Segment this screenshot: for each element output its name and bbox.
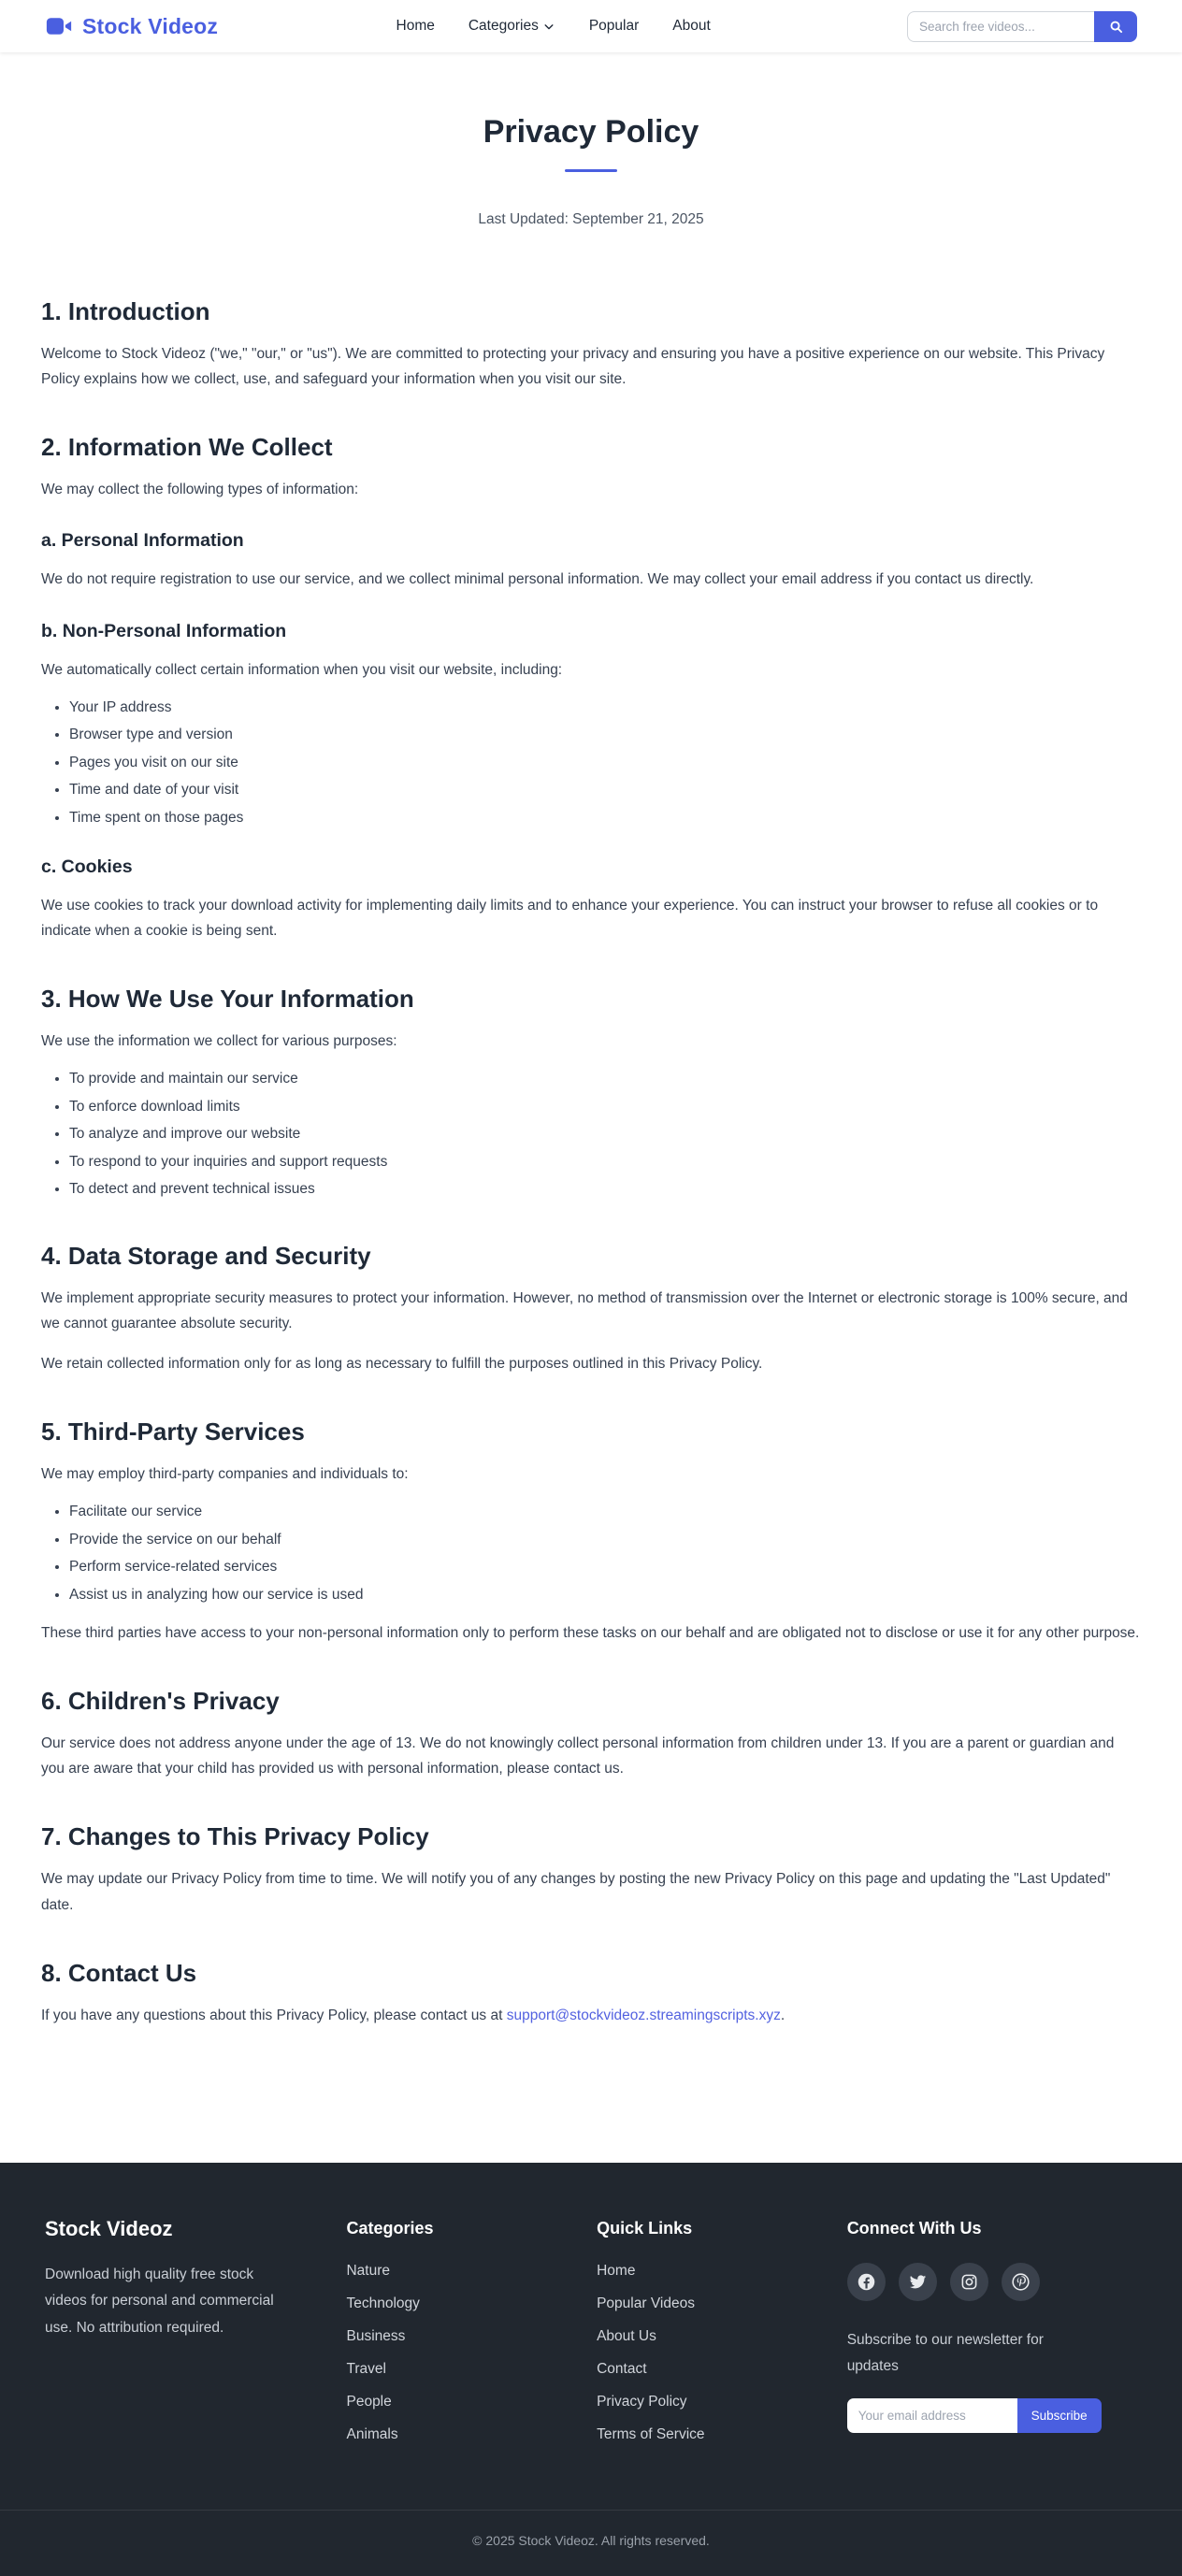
search-icon bbox=[1109, 20, 1123, 34]
footer-link-privacy-policy[interactable]: Privacy Policy bbox=[597, 2393, 687, 2410]
video-camera-icon bbox=[45, 12, 73, 40]
footer-link-contact[interactable]: Contact bbox=[597, 2360, 647, 2377]
footer-quicklinks-column bbox=[597, 2217, 802, 2459]
nav-item-label: About bbox=[672, 18, 711, 34]
footer-category-travel[interactable]: Travel bbox=[346, 2360, 386, 2377]
bullet-list bbox=[41, 698, 1141, 828]
section-heading: 2. Information We Collect bbox=[41, 433, 333, 462]
list-item: • Time spent on those pages bbox=[69, 808, 1141, 828]
bullet-list bbox=[41, 1502, 1141, 1605]
nav-item-popular[interactable] bbox=[589, 18, 639, 35]
list-item: • Facilitate our service bbox=[69, 1502, 1141, 1522]
paragraph: We implement appropriate security measures to protect your information. However, no method of transmission over the Internet or electronic storage is 100% secure, and we cannot guarantee absolute security. bbox=[41, 1289, 1128, 1331]
footer bbox=[0, 2163, 1182, 2576]
nav-item-label: Home bbox=[396, 18, 435, 34]
nav-item-about[interactable] bbox=[672, 18, 711, 35]
section-heading: 5. Third-Party Services bbox=[41, 1418, 305, 1446]
footer-category-nature[interactable]: Nature bbox=[346, 2262, 391, 2279]
footer-quicklinks-list bbox=[597, 2263, 802, 2443]
search-button[interactable] bbox=[1094, 11, 1137, 42]
paragraph: We retain collected information only for as long as necessary to fulfill the purposes outlined in this Privacy Policy. bbox=[41, 1355, 763, 1372]
chevron-down-icon bbox=[543, 21, 555, 33]
list-item: • Perform service-related services bbox=[69, 1557, 1141, 1577]
page-title: Privacy Policy bbox=[483, 114, 699, 150]
footer-categories-column bbox=[346, 2217, 552, 2459]
nav-item-label: Categories bbox=[468, 18, 539, 34]
list-item: • To detect and prevent technical issues bbox=[69, 1179, 1141, 1200]
subsection-heading: a. Personal Information bbox=[41, 530, 244, 552]
newsletter-text: Subscribe to our newsletter for updates bbox=[846, 2331, 1044, 2374]
instagram-icon[interactable] bbox=[950, 2263, 988, 2301]
search-input[interactable] bbox=[907, 11, 1094, 42]
subscribe-button[interactable]: Subscribe bbox=[1017, 2398, 1102, 2433]
list-item: • Pages you visit on our site bbox=[69, 753, 1141, 773]
nav-item-home[interactable] bbox=[396, 18, 435, 35]
paragraph: Welcome to Stock Videoz ("we," "our," or "us"). We are committed to protecting your privacy and ensuring you have a positive experience on our website. This Privacy Policy explains how we collect, use, and safeguard your information when you visit our site. bbox=[41, 346, 1105, 388]
footer-link-home[interactable]: Home bbox=[597, 2262, 636, 2279]
footer-brand-name: Stock Videoz bbox=[45, 2216, 173, 2240]
section-heading: 7. Changes to This Privacy Policy bbox=[41, 1822, 429, 1851]
main-nav bbox=[396, 18, 711, 35]
footer-categories-title: Categories bbox=[346, 2218, 434, 2238]
section-heading: 4. Data Storage and Security bbox=[41, 1241, 371, 1270]
paragraph: We use cookies to track your download activity for implementing daily limits and to enhance your experience. You can instruct your browser to refuse all cookies or to indicate when a cookie is being sent. bbox=[41, 897, 1099, 940]
list-item: • Provide the service on our behalf bbox=[69, 1530, 1141, 1550]
list-item: • Your IP address bbox=[69, 698, 1141, 718]
footer-quicklinks-title: Quick Links bbox=[597, 2218, 693, 2238]
footer-brand-column bbox=[45, 2217, 301, 2459]
list-item: • To respond to your inquiries and support requests bbox=[69, 1152, 1141, 1173]
footer-connect-column bbox=[847, 2217, 1137, 2459]
footer-link-terms-of-service[interactable]: Terms of Service bbox=[597, 2425, 705, 2442]
nav-item-categories[interactable] bbox=[468, 18, 555, 35]
newsletter-form bbox=[847, 2398, 1102, 2433]
search-box bbox=[907, 11, 1137, 42]
brand-logo[interactable] bbox=[45, 12, 218, 40]
last-updated-text: Last Updated: September 21, 2025 bbox=[478, 211, 704, 227]
footer-link-about-us[interactable]: About Us bbox=[597, 2327, 656, 2344]
footer-connect-title: Connect With Us bbox=[846, 2218, 982, 2238]
list-item: • To provide and maintain our service bbox=[69, 1069, 1141, 1089]
paragraph: These third parties have access to your non-personal information only to perform these tasks on our behalf and are obligated not to disclose or use it for any other purpose. bbox=[41, 1625, 1140, 1642]
newsletter-email-input[interactable] bbox=[847, 2398, 1017, 2433]
list-item: • Assist us in analyzing how our service is used bbox=[69, 1585, 1141, 1605]
title-accent-divider bbox=[565, 169, 617, 172]
subsection-heading: c. Cookies bbox=[41, 856, 133, 877]
facebook-icon[interactable] bbox=[847, 2263, 886, 2301]
footer-tagline: Download high quality free stock videos for personal and commercial use. No attribution required. bbox=[45, 2266, 274, 2337]
pinterest-icon[interactable] bbox=[1002, 2263, 1040, 2301]
footer-category-people[interactable]: People bbox=[346, 2393, 392, 2410]
article bbox=[0, 228, 1182, 2163]
contact-email-link[interactable]: support@stockvideoz.streamingscripts.xyz bbox=[506, 2007, 781, 2023]
footer-categories-list bbox=[346, 2263, 552, 2443]
paragraph: Our service does not address anyone under the age of 13. We do not knowingly collect personal information from children under 13. If you are a parent or guardian and you are aware that your child has provided us with personal information, please contact us. bbox=[41, 1735, 1115, 1777]
list-item: • Browser type and version bbox=[69, 725, 1141, 745]
paragraph: We use the information we collect for various purposes: bbox=[41, 1033, 397, 1050]
twitter-icon[interactable] bbox=[899, 2263, 937, 2301]
paragraph: We may employ third-party companies and individuals to: bbox=[41, 1466, 409, 1483]
paragraph: We do not require registration to use our service, and we collect minimal personal information. We may collect your email address if you contact us directly. bbox=[41, 571, 1034, 588]
paragraph-with-link: If you have any questions about this Privacy Policy, please contact us at support@stockvideoz.streamingscripts.xyz. bbox=[41, 2007, 786, 2023]
brand-name: Stock Videoz bbox=[82, 13, 219, 38]
section-heading: 3. How We Use Your Information bbox=[41, 985, 414, 1014]
paragraph: We may collect the following types of information: bbox=[41, 482, 359, 498]
paragraph: We may update our Privacy Policy from time to time. We will notify you of any changes by posting the new Privacy Policy on this page and updating the "Last Updated" date. bbox=[41, 1871, 1111, 1913]
subsection-heading: b. Non-Personal Information bbox=[41, 620, 287, 641]
footer-category-animals[interactable]: Animals bbox=[346, 2425, 398, 2442]
list-item: • To enforce download limits bbox=[69, 1097, 1141, 1117]
footer-category-technology[interactable]: Technology bbox=[346, 2295, 420, 2311]
section-heading: 8. Contact Us bbox=[41, 1958, 197, 1987]
section-heading: 6. Children's Privacy bbox=[41, 1687, 280, 1716]
list-item: • To analyze and improve our website bbox=[69, 1124, 1141, 1144]
paragraph: We automatically collect certain information when you visit our website, including: bbox=[41, 661, 563, 678]
page-header bbox=[0, 52, 1182, 228]
social-links bbox=[847, 2263, 1137, 2301]
footer-link-popular-videos[interactable]: Popular Videos bbox=[597, 2295, 695, 2311]
footer-copyright: © 2025 Stock Videoz. All rights reserved. bbox=[0, 2510, 1182, 2576]
top-navbar bbox=[0, 0, 1182, 52]
bullet-list bbox=[41, 1069, 1141, 1200]
section-heading: 1. Introduction bbox=[41, 297, 210, 325]
footer-main bbox=[0, 2163, 1182, 2510]
footer-category-business[interactable]: Business bbox=[346, 2327, 406, 2344]
nav-item-label: Popular bbox=[588, 18, 640, 34]
list-item: • Time and date of your visit bbox=[69, 780, 1141, 800]
